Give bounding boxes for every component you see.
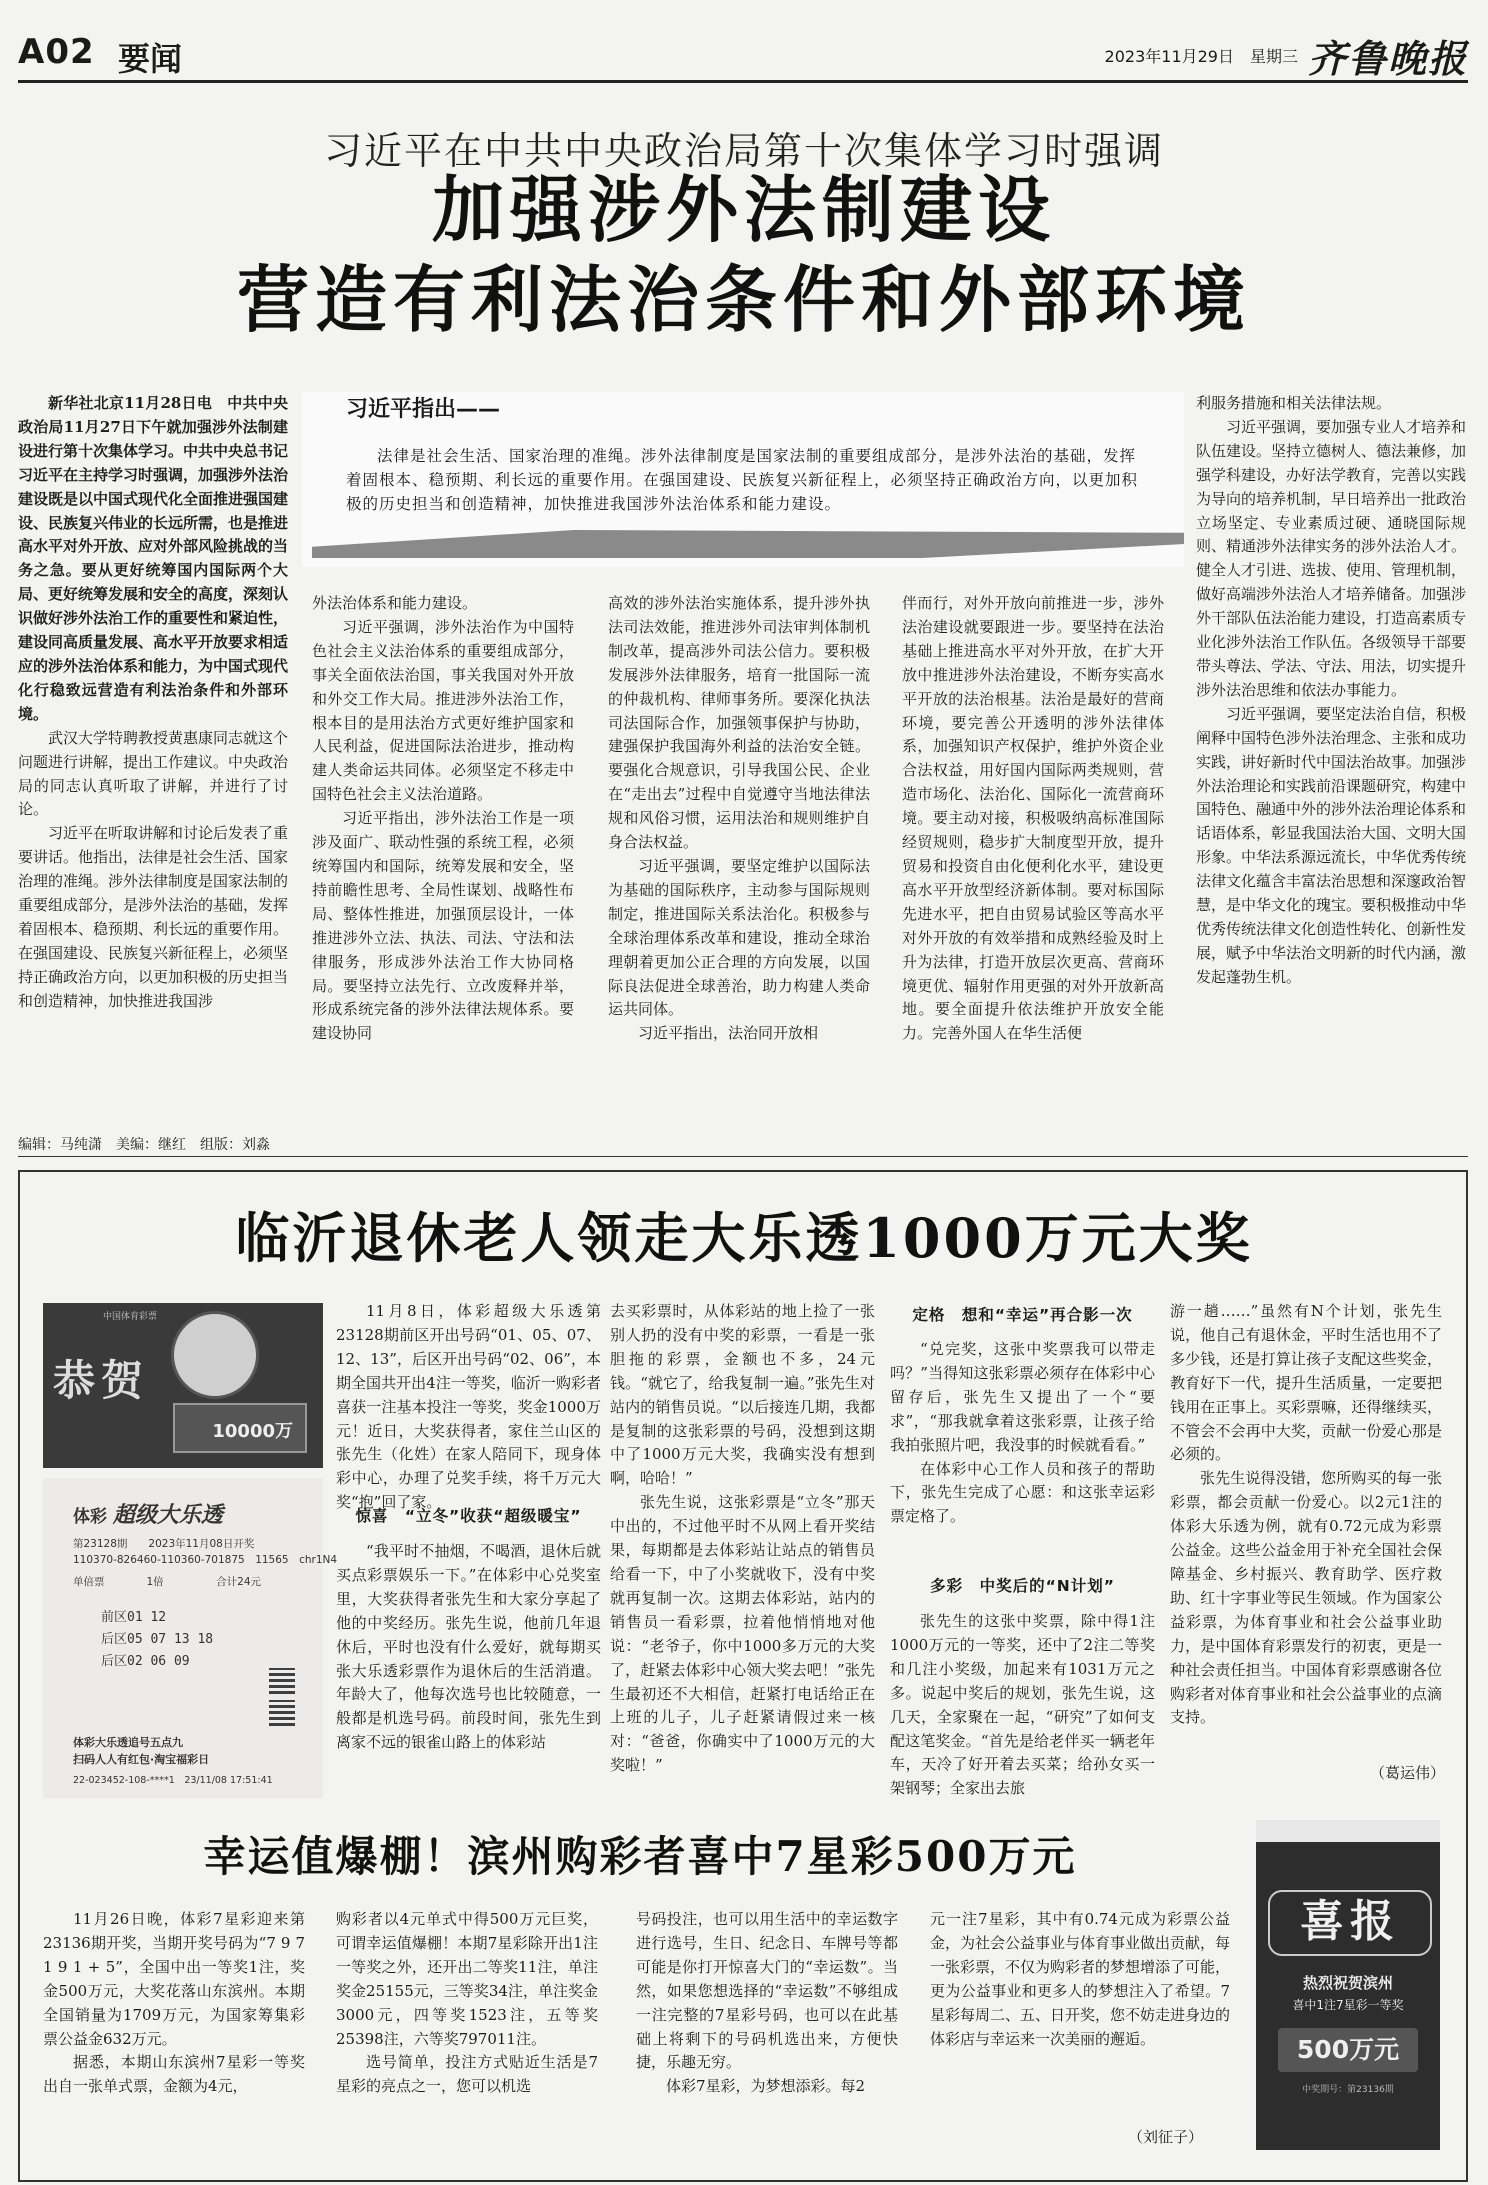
article-paragraph: 11月26日晚，体彩7星彩迎来第23136期开奖，当期开奖号码为“7 9 7 1 9 1 + 5”，全国中出一等奖1注，奖金500万元，大奖花落山东滨州。本期全国销量为1709万元，为国家筹集彩票公益金632万元。 (43, 1910, 305, 2048)
lottery-headline: 临沂退休老人领走大乐透1000万元大奖 (235, 1206, 1253, 1270)
article-paragraph: 习近平指出，涉外法治工作是一项涉及面广、联动性强的系统工程，必须统筹国内和国际，统筹发展和安全，坚持前瞻性思考、全局性谋划、战略性布局、整体性推进，加强顶层设计，一体推进涉外立法、执法、司法、守法和法律服务，形成涉外法治工作大协同格局。要坚持立法先行、立改废释并举，形成系统完备的涉外法律法规体系。要建设协同 (312, 809, 574, 1043)
lead-column-4 (902, 592, 1164, 1122)
article-paragraph: “兑完奖，这张中奖票我可以带走吗？”当得知这张彩票必须存在体彩中心留存后，张先生又提出了一个“要求”，“那我就拿着这张彩票，让孩子给我拍张照片吧，我没事的时候就看看。” (890, 1340, 1155, 1454)
page-code: A02 (18, 32, 95, 72)
ticket-number-row: 后区05 07 13 18 (101, 1632, 214, 1647)
lottery-column-1 (336, 1300, 601, 1512)
winner-poster (1256, 1820, 1440, 2150)
lead-column-1 (18, 392, 288, 1122)
ticket-footer: 体彩大乐透追号五点九 (73, 1736, 183, 1749)
ticket-footer: 扫码人人有红包·淘宝福彩日 (73, 1753, 210, 1766)
qixing-column-4 (930, 1908, 1230, 2124)
ticket-title-main: 超级大乐透 (112, 1503, 223, 1528)
qr-code-icon (269, 1668, 295, 1694)
lead-kicker: 习近平在中共中央政治局第十次集体学习时强调 (323, 129, 1164, 173)
article-paragraph: 据悉，本期山东滨州7星彩一等奖出自一张单式票，金额为4元， (43, 2053, 305, 2096)
lottery-column-2 (610, 1300, 875, 1790)
editor-credits: 编辑：马纯潇 美编：继红 组版：刘淼 (18, 1137, 270, 1153)
article-paragraph: 张先生的这张中奖票，除中得1注1000万元的一等奖，还中了2注二等奖和几注小奖级，加起来有1031万元之多。说起中奖后的规划，张先生说，这几天，全家聚在一起，“研究”了如何支配这笔奖金。“首先是给老伴买一辆老年车，天冷了好开着去买菜；给孙女买一架钢琴；全家出去旅 (890, 1612, 1155, 1798)
article-paragraph: 体彩7星彩，为梦想添彩。每2 (666, 2077, 866, 2096)
poster-line: 热烈祝贺滨州 (1302, 1974, 1393, 1992)
article-paragraph: 外法治体系和能力建设。 (312, 594, 478, 612)
ticket-number-row: 前区01 12 (101, 1610, 167, 1625)
ticket-serial-bottom: 22-023452-108-****1 23/11/08 17:51:41 (73, 1775, 273, 1786)
poster-amount: 500万元 (1278, 2028, 1418, 2072)
masthead (18, 28, 1468, 83)
paper-logo: 齐鲁晚报 (1307, 36, 1468, 81)
ticket-issue: 第23128期 2023年11月08日开奖 (73, 1538, 255, 1550)
lottery-subhead-2: 定格 想和“幸运”再合影一次 (912, 1306, 1133, 1324)
qixing-column-3 (636, 1908, 898, 2148)
article-paragraph: 习近平强调，要坚定维护以国际法为基础的国际秩序，主动参与国际规则制定，推进国际关系法治化。积极参与全球治理体系改革和建设，推动全球治理朝着更加公正合理的方向发展，以国际良法促进全球善治，助力构建人类命运共同体。 (608, 856, 870, 1019)
section-name: 要闻 (118, 40, 183, 78)
article-paragraph: 习近平在听取讲解和讨论后发表了重要讲话。他指出，法律是社会生活、国家治理的准绳。涉外法律制度是国家法制的重要组成部分，是涉外法治的基础，发挥着固根本、稳预期、利长远的重要作用。在强国建设、民族复兴新征程上，必须坚持正确政治方向，以更加积极的历史担当和创造精神，加快推进我国涉 (18, 824, 289, 1010)
prize-board (173, 1403, 307, 1453)
article-paragraph: 张先生说得没错，您所购买的每一张彩票，都会贡献一份爱心。以2元1注的体彩大乐透为例，就有0.72元成为彩票公益金。这些公益金用于补充全国社会保障基金、乡村振兴、教育助学、医疗救助、红十字事业等民生领域。作为国家公益彩票，为体育事业和社会公益事业助力，是中国体育彩票发行的初衷，更是一种社会责任担当。中国体育彩票感谢各位购彩者对体育事业和社会公益事业的点滴支持。 (1170, 1469, 1442, 1727)
lottery-column-4 (1170, 1300, 1442, 1750)
quote-box (302, 392, 1184, 567)
prize-board-amount: 10000万 (212, 1421, 293, 1442)
lottery-ticket-image (43, 1478, 338, 1798)
mascot-figure (171, 1311, 259, 1399)
lottery-column-3 (890, 1338, 1155, 1568)
ticket-bet-line: 单倍票 1倍 合计24元 (73, 1576, 262, 1588)
issue-date: 2023年11月29日 星期三 (1104, 47, 1298, 66)
article-paragraph: 11月8日，体彩超级大乐透第23128期前区开出号码“01、05、07、12、13”，后区开出号码“02、06”，本期全国共开出4注一等奖，临沂一购彩者喜获一注基本投注一等奖，奖金1000万元！近日，大奖获得者，家住兰山区的张先生（化姓）在家人陪同下，现身体彩中心，办理了兑奖手续，将千万元大奖“抱”回了家。 (336, 1302, 601, 1512)
article-paragraph: 习近平强调，要坚定法治自信，积极阐释中国特色涉外法治理念、主张和成功实践，讲好新时代中国法治故事。加强涉外法治理论和实践前沿课题研究，构建中国特色、融通中外的涉外法治理论体系和话语体系，彰显我国法治大国、文明大国形象。中华法系源远流长，中华优秀传统法律文化蕴含丰富法治思想和深邃政治智慧，是中华文化的瑰宝。要积极推动中华优秀传统法律文化创造性转化、创新性发展，赋予中华法治文明新的时代内涵，激发起蓬勃生机。 (1196, 704, 1467, 986)
lottery-column-3b (890, 1610, 1155, 1798)
article-paragraph: “我平时不抽烟，不喝酒，退休后就买点彩票娱乐一下。”在体彩中心兑奖室里，大奖获得者张先生和大家分享起了他的中奖经历。张先生说，他前几年退休后，平时也没有什么爱好，就每期买张大乐透彩票作为退休后的生活消遣。年龄大了，他每次选号也比较随意，一般都是机选号码。前段时间，张先生到离家不远的银雀山路上的体彩站 (336, 1542, 601, 1752)
quote-text: 法律是社会生活、国家治理的准绳。涉外法律制度是国家法制的重要组成部分，是涉外法治的基础，发挥着固根本、稳预期、利长远的重要作用。在强国建设、民族复兴新征程上，必须坚持正确政治方向，以更加积极的历史担当和创造精神，加快推进我国涉外法治体系和能力建设。 (346, 447, 1139, 513)
article-paragraph: 号码投注，也可以用生活中的幸运数字进行选号，生日、纪念日、车牌号等都可能是你打开惊喜大门的“幸运数”。当然，如果您想选择的“幸运数”不够组成一注完整的7星彩号码，也可以在此基础上将剩下的号码机选出来，方便快捷，乐趣无穷。 (636, 1910, 898, 2072)
article-paragraph: 购彩者以4元单式中得500万元巨奖，可谓幸运值爆棚！本期7星彩除开出1注一等奖之外，还开出二等奖11注，单注奖金25155元，三等奖34注，单注奖金3000元，四等奖1523注，五等奖25398注，六等奖797011注。 (336, 1910, 598, 2048)
poster-title: 喜报 (1268, 1890, 1432, 1956)
ticket-title (73, 1498, 223, 1529)
article-paragraph: 高效的涉外法治实施体系，提升涉外执法司法效能，推进涉外司法审判体制机制改革，提高涉外司法公信力。要积极发展涉外法律服务，培育一批国际一流的仲裁机构、律师事务所。要深化执法司法国际合作，加强领事保护与协助，建强保护我国海外利益的法治安全链。要强化合规意识，引导我国公民、企业在“走出去”过程中自觉遵守当地法律法规和风俗习惯，运用法治和规则维护自身合法权益。 (608, 594, 870, 852)
article-paragraph: 习近平强调，要加强专业人才培养和队伍建设。坚持立德树人、德法兼修，加强学科建设，办好法学教育，完善以实践为导向的培养机制，早日培养出一批政治立场坚定、专业素质过硬、通晓国际规则、精通涉外法律实务的涉外法治人才。健全人才引进、选拔、使用、管理机制，做好高端涉外法治人才培养储备。加强涉外干部队伍法治能力建设，打造高素质专业化涉外法治工作队伍。各级领导干部要带头尊法、学法、守法、用法，切实提升涉外法治思维和依法办事能力。 (1196, 417, 1467, 699)
poster-header-strip (1256, 1820, 1440, 1842)
poster-line: 喜中1注7星彩一等奖 (1292, 1998, 1404, 2012)
article-paragraph: 选号简单，投注方式贴近生活是7星彩的亮点之一，您可以机选 (336, 2053, 598, 2096)
qixing-byline: （刘征子） (1128, 2128, 1204, 2146)
ticket-serial: 110370-826460-110360-701875 11565 chr1N4 (73, 1554, 338, 1566)
quote-title: 习近平指出—— (346, 397, 501, 422)
lottery-subhead-1: 惊喜 “立冬”收获“超级暖宝” (355, 1507, 582, 1525)
article-paragraph: 元一注7星彩，其中有0.74元成为彩票公益金，为社会公益事业与体育事业做出贡献，每一张彩票，不仅为购彩者的梦想增添了可能，更为公益事业和更多人的梦想注入了希望。7星彩每周二、五、日开奖，您不妨走进身边的体彩店与幸运来一次美丽的邂逅。 (930, 1910, 1231, 2048)
photo-tag: 中国体育彩票 (103, 1312, 158, 1322)
article-paragraph: 在体彩中心工作人员和孩子的帮助下，张先生完成了心愿：和这张幸运彩票定格了。 (890, 1459, 1155, 1526)
qr-code-icon (269, 1700, 295, 1726)
poster-issue: 中奖期号：第23136期 (1302, 2085, 1394, 2095)
article-paragraph: 去买彩票时，从体彩站的地上捡了一张别人扔的没有中奖的彩票，一看是一张胆拖的彩票，金额也不多，24元钱。“就它了，给我复制一遍。”张先生对站内的销售员说。“以后接连几期，我都是复制的这张彩票的号码，没想到这期中了1000万元大奖，我确实没有想到啊，哈哈！” (610, 1302, 875, 1488)
qixing-column-2 (336, 1908, 598, 2148)
ticket-number-row: 后区02 06 09 (101, 1654, 190, 1669)
article-paragraph: 游一趟……”虽然有N个计划，张先生说，他自己有退休金，平时生活也用不了多少钱，还是打算让孩子支配这些奖金，教育好下一代，提升生活质量，一定要把钱用在正事上。买彩票嘛，还得继续买，不管会不会再中大奖，贡献一份爱心那是必须的。 (1170, 1302, 1442, 1464)
article-paragraph: 习近平指出，法治同开放相 (638, 1024, 819, 1043)
ticket-title-prefix: 体彩 (73, 1507, 107, 1527)
winner-photo (43, 1303, 323, 1468)
article-paragraph: 张先生说，这张彩票是“立冬”那天中出的，不过他平时不从网上看开奖结果，每期都是去体彩站让站点的销售员给看一下，中了小奖就收下，没有中奖就再复制一次。这期去体彩站，站内的销售员一看彩票，拉着他悄悄地对他说：“老爷子，你中1000多万元的大奖了，赶紧去体彩中心领大奖去吧！”张先生最初还不大相信，赶紧打电话给正在上班的儿子，儿子赶紧请假过来一核对：“爸爸，你确实中了1000万元的大奖啦！” (610, 1493, 875, 1775)
article-paragraph: 武汉大学特聘教授黄惠康同志就这个问题进行讲解，提出工作建议。中央政治局的同志认真听取了讲解，并进行了讨论。 (18, 728, 289, 819)
lottery-column-1b (336, 1540, 601, 1790)
lead-column-2 (312, 592, 574, 1122)
lead-headline-line1: 加强涉外法制建设 (431, 167, 1056, 252)
lottery-subhead-3: 多彩 中奖后的“N计划” (930, 1577, 1115, 1595)
lottery-byline: （葛运伟） (1370, 1764, 1446, 1782)
photo-sign-text: 恭贺 (53, 1356, 150, 1405)
qixing-column-1 (43, 1908, 305, 2148)
qixing-headline: 幸运值爆棚！滨州购彩者喜中7星彩500万元 (203, 1832, 1077, 1881)
article-paragraph: 伴而行，对外开放向前推进一步，涉外法治建设就要跟进一步。要坚持在法治基础上推进高水平对外开放，在扩大开放中推进涉外法治建设，不断夯实高水平开放的法治根基。法治是最好的营商环境，要完善公开透明的涉外法律体系，加强知识产权保护，维护外资企业合法权益，用好国内国际两类规则，营造市场化、法治化、国际化一流营商环境。要主动对接，积极吸纳高标准国际经贸规则，稳步扩大制度型开放，提升贸易和投资自由化便利化水平，建设更高水平开放型经济新体制。要对标国际先进水平，把自由贸易试验区等高水平对外开放的有效举措和成熟经验及时上升为法律，打造开放层次更高、营商环境更优、辐射作用更强的对外开放新高地。要全面提升依法维护开放安全能力。完善外国人在华生活便 (902, 594, 1164, 1043)
article-paragraph: 习近平强调，涉外法治作为中国特色社会主义法治体系的重要组成部分，事关全面依法治国，事关我国对外开放和外交工作大局。推进涉外法治工作，根本目的是用法治方式更好维护国家和人民利益，促进国际法治进步，推动构建人类命运共同体。必须坚定不移走中国特色社会主义法治道路。 (312, 617, 574, 804)
article-paragraph: 利服务措施和相关法律法规。 (1196, 394, 1392, 412)
lead-column-5 (1196, 392, 1466, 1122)
decorative-ribbon (312, 530, 1184, 558)
lead-column-3 (608, 592, 870, 1122)
lead-paragraph: 新华社北京11月28日电 中共中央政治局11月27日下午就加强涉外法制建设进行第十次集体学习。中共中央总书记习近平在主持学习时强调，加强涉外法治建设既是以中国式现代化全面推进强国建设、民族复兴伟业的长远所需，也是推进高水平对外开放、应对外部风险挑战的当务之急。要从更好统筹国内国际两个大局、更好统筹发展和安全的高度，深刻认识做好涉外法治工作的重要性和紧迫性，建设同高质量发展、高水平开放要求相适应的涉外法治体系和能力，为中国式现代化行稳致远营造有利法治条件和外部环境。 (18, 394, 289, 723)
divider (18, 1156, 1468, 1157)
lead-headline-line2: 营造有利法治条件和外部环境 (236, 257, 1251, 342)
